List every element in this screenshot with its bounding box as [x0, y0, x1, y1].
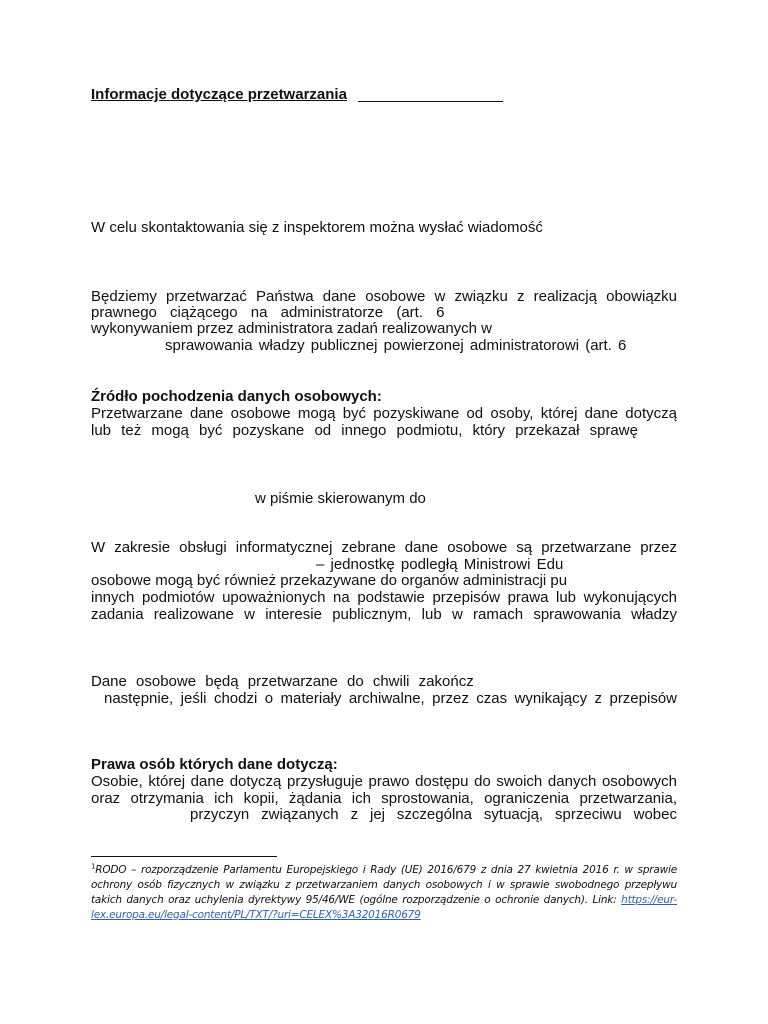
footnote-line-4	[91, 908, 677, 923]
footnote-text-3: takich danych oraz uchylenia dyrektywy 95/46/WE (ogólne rozporządzenie o ochronie danych). Link:	[91, 894, 617, 906]
rights-line-3: przyczyn związanych z jej szczególna sytuacją, sprzeciwu wobec	[190, 806, 677, 823]
it-line-5: zadania realizowane w interesie publicznym, lub w ramach sprawowania władzy	[91, 606, 677, 623]
source-line-2: lub też mogą być pozyskane od innego podmiotu, który przekazał sprawę	[91, 422, 638, 439]
rights-heading: Prawa osób których dane dotyczą:	[91, 756, 338, 773]
it-line-1: W zakresie obsługi informatycznej zebrane dane osobowe są przetwarzane przez	[91, 539, 677, 556]
document-title: Informacje dotyczące przetwarzania	[91, 86, 347, 103]
footnote-separator	[91, 856, 277, 857]
footnote-link-start[interactable]: https://eur-	[621, 894, 677, 906]
legal-basis-line-1: Będziemy przetwarzać Państwa dane osobowe w związku z realizacją obowiązku	[91, 288, 677, 305]
footnote-line-2: ochrony osób fizycznych w związku z przetwarzaniem danych osobowych i w sprawie swobodnego przepływu	[91, 879, 677, 891]
title-underline-rule	[358, 101, 503, 102]
retention-line-2: następnie, jeśli chodzi o materiały archiwalne, przez czas wynikający z przepisów	[104, 690, 677, 707]
retention-line-1: Dane osobowe będą przetwarzane do chwili zakończ	[91, 673, 474, 690]
rights-line-2: oraz otrzymania ich kopii, żądania ich sprostowania, ograniczenia przetwarzania,	[91, 790, 677, 807]
it-line-4: innych podmiotów upoważnionych na podstawie przepisów prawa lub wykonujących	[91, 589, 677, 606]
contact-text: W celu skontaktowania się z inspektorem można wysłać wiadomość	[91, 219, 543, 236]
it-line-2: – jednostkę podległą Ministrowi Edu	[316, 556, 564, 573]
source-line-1: Przetwarzane dane osobowe mogą być pozyskiwane od osoby, której dane dotyczą	[91, 405, 677, 422]
rights-line-1: Osobie, której dane dotyczą przysługuje prawo dostępu do swoich danych osobowych	[91, 773, 677, 790]
footnote-line-1	[91, 863, 677, 878]
source-line-3: w piśmie skierowanym do	[255, 490, 426, 507]
source-heading: Źródło pochodzenia danych osobowych:	[91, 388, 382, 405]
it-line-3: osobowe mogą być również przekazywane do organów administracji pu	[91, 572, 568, 589]
legal-basis-line-2: prawnego ciążącego na administratorze (art. 6	[91, 304, 445, 321]
footnote-text-1: RODO – rozporządzenie Parlamentu Europejskiego i Rady (UE) 2016/679 z dnia 27 kwietnia 2016 r. w sprawie	[95, 864, 677, 876]
footnote-line-3	[91, 893, 677, 908]
legal-basis-line-3: wykonywaniem przez administratora zadań realizowanych w	[91, 320, 493, 337]
footnote-link-end[interactable]: lex.europa.eu/legal-content/PL/TXT/?uri=CELEX%3A32016R0679	[91, 909, 421, 921]
footnote-marker: 1	[91, 862, 96, 871]
legal-basis-line-4: sprawowania władzy publicznej powierzonej administratorowi (art. 6	[165, 337, 627, 354]
